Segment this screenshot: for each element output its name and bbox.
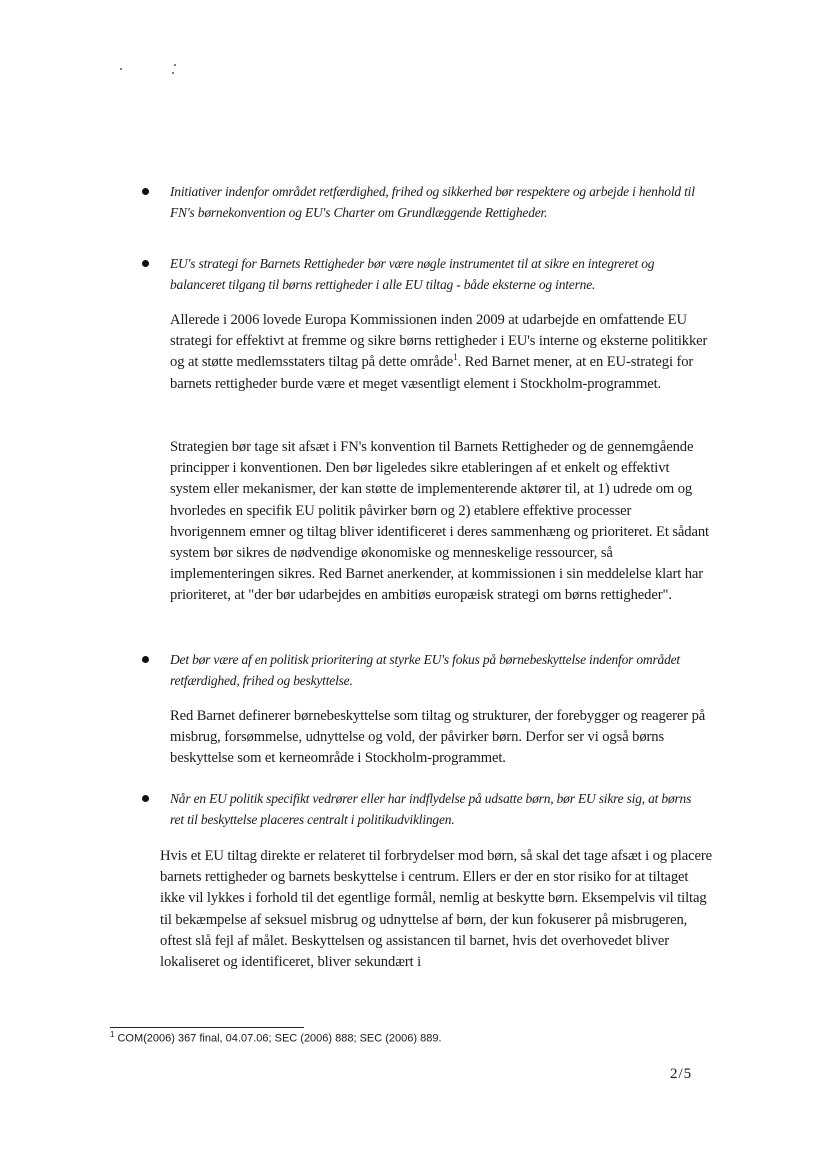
bullet-icon [142,656,149,663]
paragraph-strategy-basis: Strategien bør tage sit afsæt i FN's konvention til Barnets Rettigheder og de gennemgående principper i konventionen. Den bør ligeledes sikre etableringen af et enkelt og effektivt system eller mekanismer, der kan støtte de implementerende aktører til, at 1) udrede om og hvorledes en specifik EU politik påvirker børn og 2) etablere effektive processer hvorigennem emner og tiltag bliver identificeret i deres sammenhæng og prioriteret. Et sådant system bør sikres de nødvendige økonomiske og menneskelige ressourcer, så implementeringen sikres. Red Barnet anerkender, at kommissionen i sin meddelelse klart har prioriteret, at "der bør udarbejdes en ambitiøs europæisk strategi om børns rettigheder". [170,439,710,604]
paragraph-text: Allerede i 2006 lovede Europa Kommissionen inden 2009 at udarbejde en omfattende EU strategi for effektivt at fremme og sikre børns rettigheder i EU's interne og eksterne politikker og at støtte medlemsstaters tiltag på dette område [170,312,708,371]
bullet-item-1 [142,181,702,223]
footnote-text: COM(2006) 367 final, 04.07.06; SEC (2006) 888; SEC (2006) 889. [117,1032,442,1045]
footnote-number: 1 [110,1030,115,1039]
bullet-item-4 [142,788,702,830]
bullet-text: Det bør være af en politisk prioritering at styrke EU's fokus på børnebeskyttelse indenfor området retfærdighed, frihed og beskyttelse. [170,652,680,688]
bullet-text: EU's strategi for Barnets Rettigheder bør være nøgle instrumentet til at sikre en integreret og balanceret tilgang til børns rettigheder i alle EU tiltag - både eksterne og interne. [170,256,655,292]
bullet-item-2 [142,253,702,295]
footnote-reference: 1 [453,352,458,363]
page-number: 2/5 [670,1066,693,1082]
bullet-icon [142,795,149,802]
bullet-item-3 [142,649,702,691]
paragraph-crimes-against-children: Hvis et EU tiltag direkte er relateret til forbrydelser mod børn, så skal det tage afsæt i og placere barnets rettigheder og barnets beskyttelse i centrum. Ellers er der en stor risiko for at tiltaget ikke vil lykkes i forhold til det egentlige formål, nemlig at beskytte børn. Eksempelvis vil tiltag til bekæmpelse af seksuel misbrug og udnyttelse af børn, der kun fokuserer på misbrugeren, oftest slå fejl af målet. Beskyttelsen og assistancen til barnet, hvis det overhovedet bliver lokaliseret og identificeret, bliver sekundært i [160,848,712,971]
paragraph-text: . Red Barnet mener, at en EU-strategi for barnets rettigheder burde være et meget væsentligt element i Stockholm-programmet. [170,354,694,392]
bullet-icon [142,260,149,267]
bullet-icon [142,188,149,195]
bullet-text: Når en EU politik specifikt vedrører eller har indflydelse på udsatte børn, bør EU sikre sig, at børns ret til beskyttelse placeres centralt i politikudviklingen. [170,791,692,827]
bullet-text: Initiativer indenfor området retfærdighed, frihed og sikkerhed bør respektere og arbejde i henhold til FN's børnekonvention og EU's Charter om Grundlæggende Rettigheder. [170,184,695,220]
paragraph-eu-strategy-promise [170,310,710,395]
scan-artifact [118,60,188,80]
paragraph-child-protection-definition: Red Barnet definerer børnebeskyttelse som tiltag og strukturer, der forebygger og reagerer på misbrug, forsømmelse, udnyttelse og vold, der påvirker børn. Derfor ser vi også børns beskyttelse som et kerneområde i Stockholm-programmet. [170,708,706,767]
footnote [110,1028,442,1046]
